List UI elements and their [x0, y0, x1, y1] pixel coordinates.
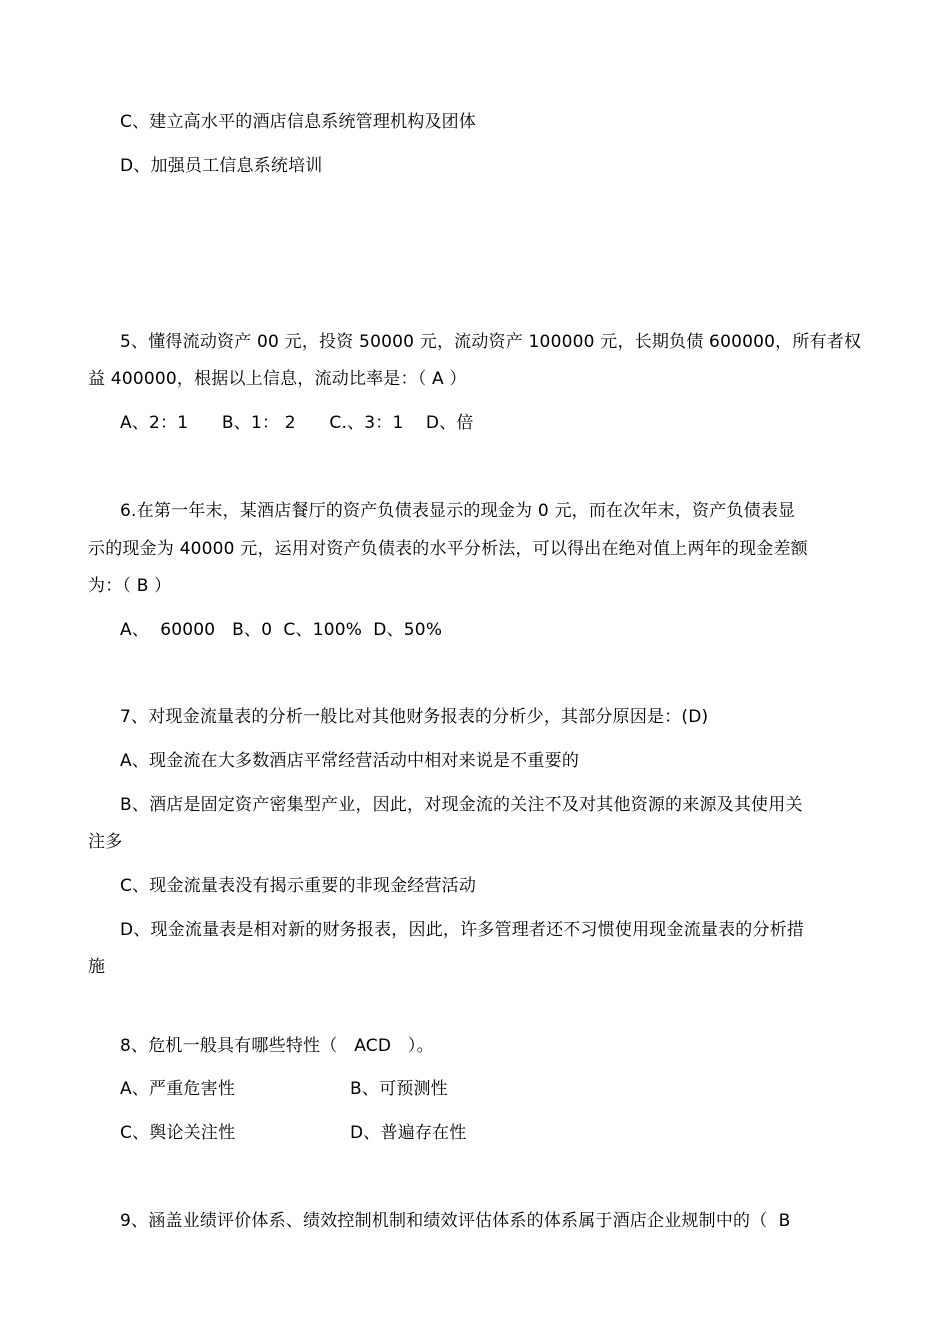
- q7-stem: 7、对现金流量表的分析一般比对其他财务报表的分析少，其部分原因是：(D): [120, 707, 709, 727]
- q8-options-row-2: [120, 1121, 882, 1145]
- q5-options: A、2：1 B、1： 2 C.、3：1 D、倍: [120, 413, 474, 433]
- prev-option-d: D、加强员工信息系统培训: [120, 156, 323, 176]
- q8-option-b: B、可预测性: [350, 1079, 448, 1099]
- q7-option-a: A、现金流在大多数酒店平常经营活动中相对来说是不重要的: [120, 751, 580, 771]
- prev-option-c: C、建立高水平的酒店信息系统管理机构及团体: [120, 112, 477, 132]
- q6-stem-line-2: 示的现金为 40000 元，运用对资产负债表的水平分析法，可以得出在绝对值上两年的现金差额: [88, 539, 808, 559]
- q7-option-b-line-1: B、酒店是固定资产密集型产业，因此，对现金流的关注不及对其他资源的来源及其使用关: [120, 795, 803, 815]
- q7-option-c: C、现金流量表没有揭示重要的非现金经营活动: [120, 876, 477, 896]
- q7-option-d-line-1: D、现金流量表是相对新的财务报表，因此，许多管理者还不习惯使用现金流量表的分析措: [120, 920, 805, 940]
- q8-options-row-1: [120, 1077, 882, 1101]
- q8-option-c: C、舆论关注性: [120, 1123, 236, 1143]
- q9-stem: 9、涵盖业绩评价体系、绩效控制机制和绩效评估体系的体系属于酒店企业规制中的（ B: [120, 1211, 791, 1231]
- q8-option-a: A、严重危害性: [120, 1079, 236, 1099]
- q8-stem: 8、危机一般具有哪些特性（ ACD ）。: [120, 1036, 434, 1056]
- q6-stem-line-1: 6.在第一年末，某酒店餐厅的资产负债表显示的现金为 0 元，而在次年末，资产负债表显: [120, 501, 796, 521]
- q7-option-b-line-2: 注多: [88, 832, 123, 852]
- q7-option-d-line-2: 施: [88, 957, 106, 977]
- q5-stem-line-1: 5、懂得流动资产 00 元，投资 50000 元，流动资产 100000 元，长期负债 600000，所有者权: [120, 332, 862, 352]
- q6-stem-line-3: 为：（ B ）: [88, 576, 172, 596]
- q6-options: A、 60000 B、0 C、100% D、50%: [120, 620, 443, 640]
- q8-option-d: D、普遍存在性: [350, 1123, 467, 1143]
- q5-stem-line-2: 益 400000，根据以上信息，流动比率是：（ A ）: [88, 369, 467, 389]
